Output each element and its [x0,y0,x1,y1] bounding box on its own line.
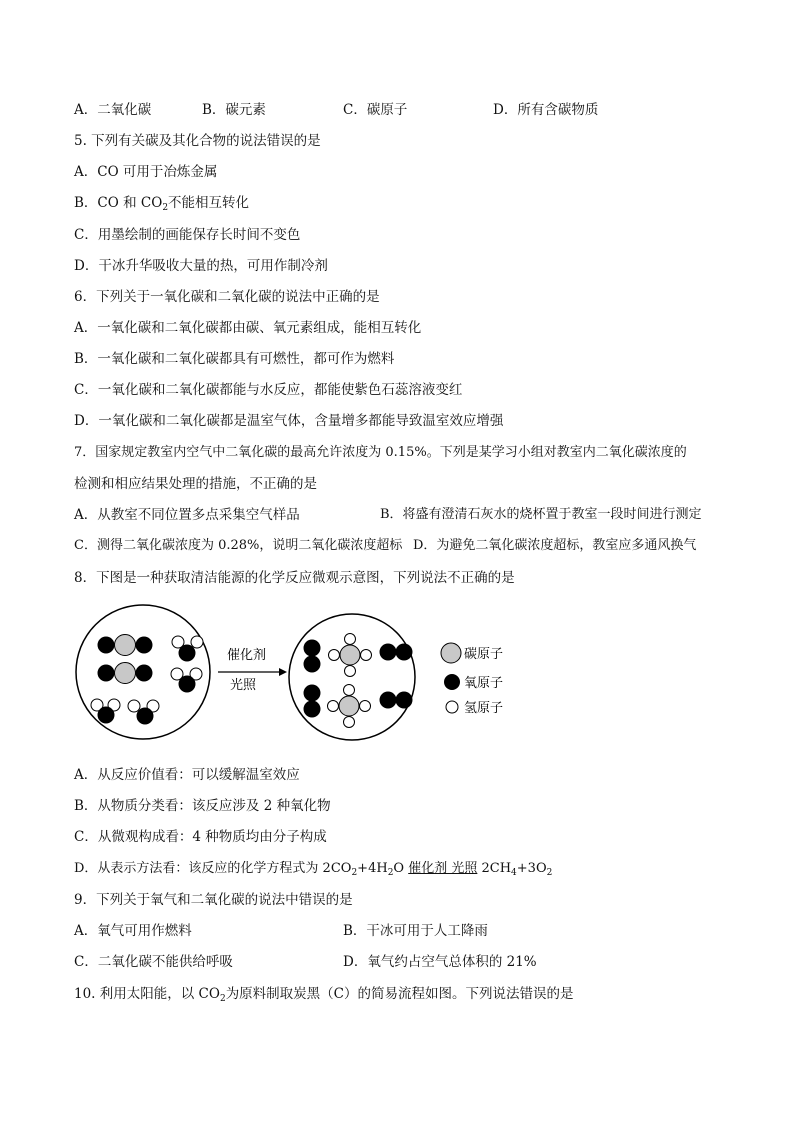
hydrogen-atom [345,666,356,677]
oxygen-atom [137,708,154,725]
hydrogen-atom [328,701,339,712]
q9-stem: 9．下列关于氧气和二氧化碳的说法中错误的是 [74,892,353,908]
legend-hydrogen-swatch [446,701,458,713]
legend-hydrogen-label: 氢原子 [464,701,504,716]
oxygen-atom [304,685,321,702]
hydrogen-atom [361,650,372,661]
hydrogen-atom [128,700,140,712]
oxygen-atom [98,707,115,724]
legend [441,643,503,716]
carbon-atom [115,635,136,656]
hydrogen-atom [344,685,355,696]
q7-option-d: D．为避免二氧化碳浓度超标，教室应多通风换气 [413,538,697,553]
co2-molecule [98,635,153,656]
q6-option-c: C．一氧化碳和二氧化碳都能与水反应，都能使紫色石蕊溶液变红 [74,382,463,398]
hydrogen-atom [360,701,371,712]
q5-option-d: D．干冰升华吸收大量的热，可用作制冷剂 [74,258,328,274]
oxygen-atom [396,692,413,709]
oxygen-atom [304,701,321,718]
oxygen-atom [136,637,153,654]
oxygen-atom [98,637,115,654]
reaction-diagram [74,600,514,760]
q5-option-a: A．CO 可用于冶炼金属 [74,164,218,180]
q4-option-d: D．所有含碳物质 [493,102,599,118]
oxygen-atom [179,645,196,662]
oxygen-atom [380,692,397,709]
q10-stem: 10. 利用太阳能，以 $CO_2$为原料制取炭黑（C）的简易流程如图。下列说法错误的是 [74,986,574,1004]
oxygen-atom [179,676,196,693]
co2-molecule [98,663,153,684]
legend-oxygen-label: 氧原子 [464,676,504,691]
q6-option-a: A．一氧化碳和二氧化碳都由碳、氧元素组成，能相互转化 [74,320,422,336]
q7-option-a: A．从教室不同位置多点采集空气样品 [74,507,300,523]
q9-option-c: C．二氧化碳不能供给呼吸 [74,954,233,970]
q4-option-a: A．二氧化碳 [74,102,152,118]
q6-stem: 6．下列关于一氧化碳和二氧化碳的说法中正确的是 [74,289,380,305]
q5-stem: 5. 下列有关碳及其化合物的说法错误的是 [74,133,321,149]
carbon-atom [339,696,359,716]
q5-option-c: C．用墨绘制的画能保存长时间不变色 [74,227,301,243]
legend-carbon-swatch [441,643,461,663]
oxygen-atom [380,644,397,661]
hydrogen-atom [191,636,203,648]
light-label: 光照 [230,678,257,693]
q9-option-b: B．干冰可用于人工降雨 [343,923,488,939]
hydrogen-atom [345,634,356,645]
q8-option-a: A．从反应价值看：可以缓解温室效应 [74,767,300,783]
q6-option-d: D．一氧化碳和二氧化碳都是温室气体，含量增多都能导致温室效应增强 [74,413,504,429]
q8-option-d: D．从表示方法看：该反应的化学方程式为 $2CO_2+4H_2O$ 催化剂 光照 $2CH_4+3O_2$ [74,861,553,878]
hydrogen-atom [329,650,340,661]
q9-option-d: D．氧气约占空气总体积的 21% [343,954,537,970]
q7-option-c: C．测得二氧化碳浓度为 0.28%，说明二氧化碳浓度超标 [74,538,403,553]
q9-option-a: A．氧气可用作燃料 [74,923,192,939]
q7-option-b: B．将盛有澄清石灰水的烧杯置于教室一段时间进行测定 [380,507,702,522]
oxygen-atom [304,656,321,673]
q5-option-b: B．CO 和 $CO_2$不能相互转化 [74,195,250,213]
q7-stem-line2: 检测和相应结果处理的措施，不正确的是 [74,476,317,492]
q4-option-b: B．碳元素 [202,102,266,118]
q7-stem-line1: 7．国家规定教室内空气中二氧化碳的最高允许浓度为 0.15%。下列是某学习小组对教室内二氧化碳浓度的 [74,445,687,460]
oxygen-atom [304,640,321,657]
oxygen-atom [98,665,115,682]
q4-option-c: C．碳原子 [343,102,408,118]
q8-stem: 8．下图是一种获取清洁能源的化学反应微观示意图，下列说法不正确的是 [74,570,515,586]
reaction-condition: 催化剂 光照 [408,861,478,876]
carbon-atom [115,663,136,684]
catalyst-label: 催化剂 [227,648,267,663]
q6-option-b: B．一氧化碳和二氧化碳都具有可燃性，都可作为燃料 [74,351,395,367]
q8-option-b: B．从物质分类看：该反应涉及 2 种氧化物 [74,798,331,814]
hydrogen-atom [344,717,355,728]
legend-oxygen-swatch [444,674,460,690]
legend-carbon-label: 碳原子 [464,647,504,662]
q8-option-c: C．从微观构成看：4 种物质均由分子构成 [74,829,327,845]
oxygen-atom [396,644,413,661]
arrow-head [279,668,287,676]
oxygen-atom [136,665,153,682]
carbon-atom [340,645,360,665]
